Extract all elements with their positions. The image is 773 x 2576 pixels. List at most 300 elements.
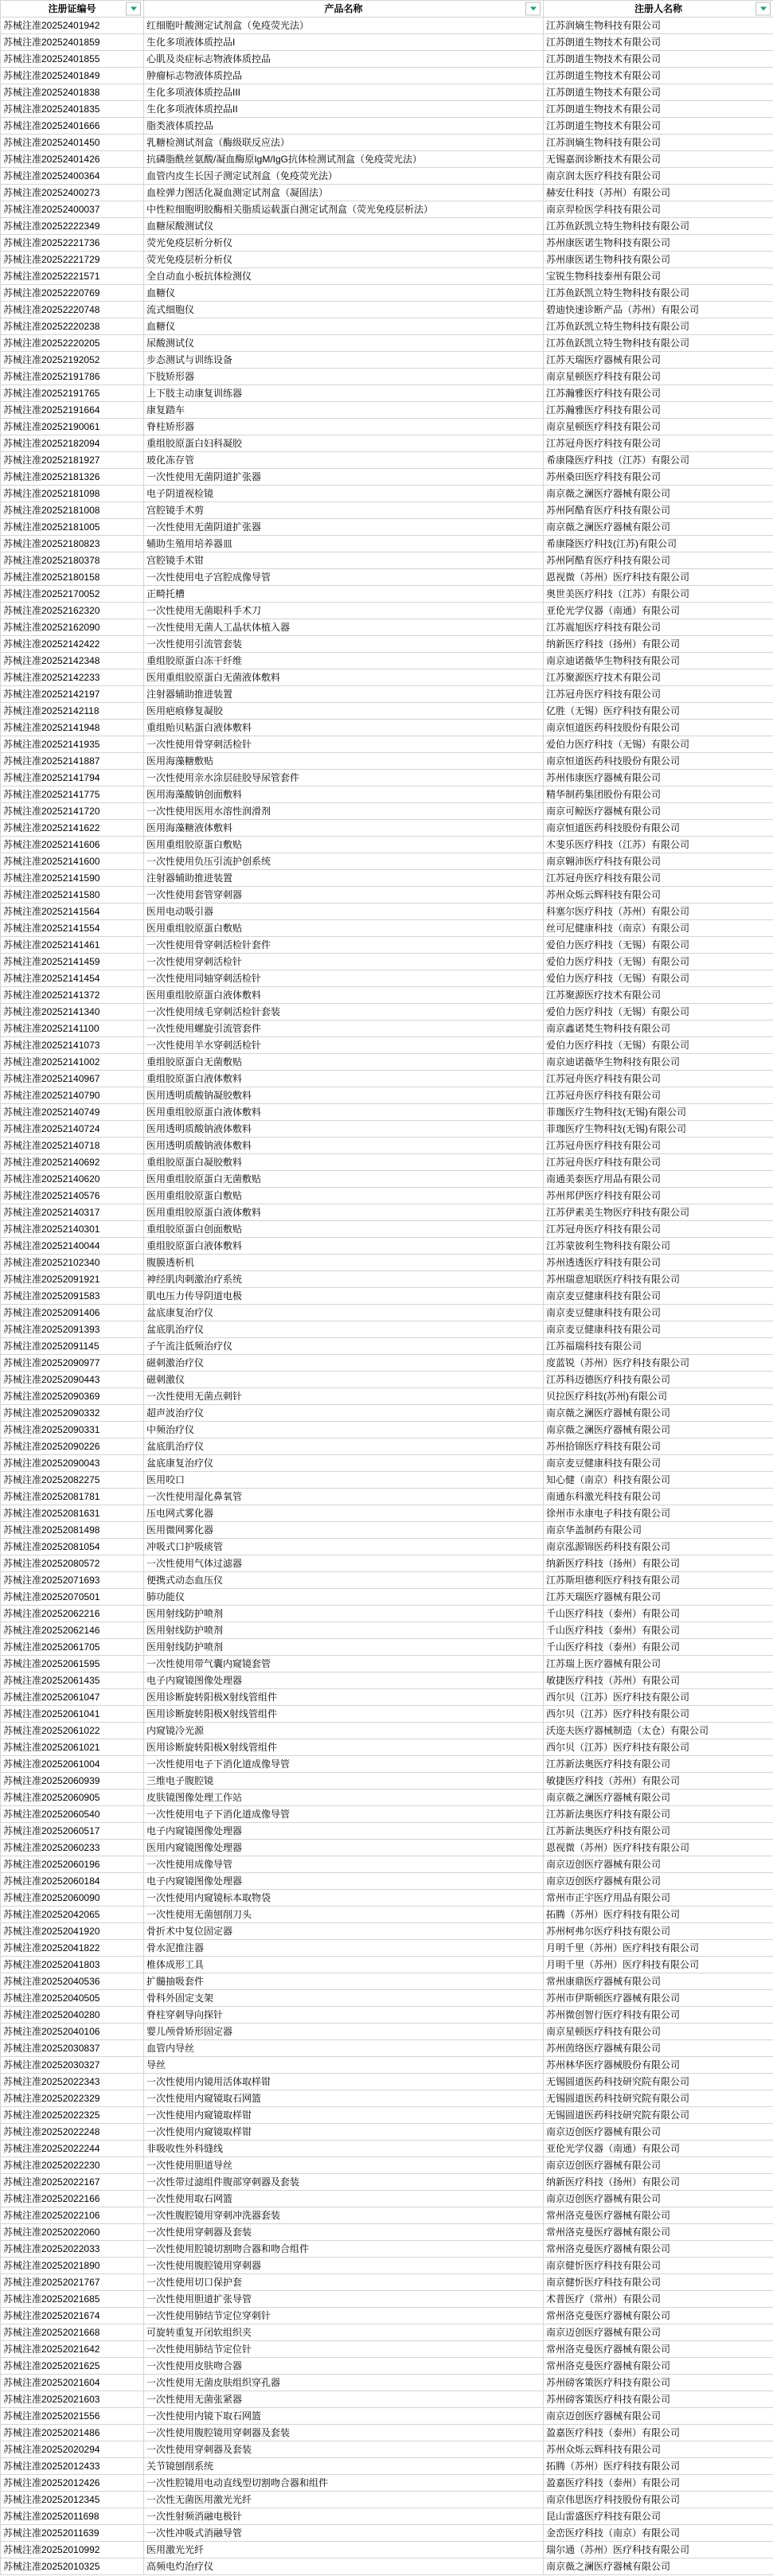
- product-name-cell[interactable]: 玻化冻存管: [144, 452, 544, 469]
- registrant-cell[interactable]: 苏州市伊斯顿医疗器械有限公司: [544, 1990, 773, 2007]
- cert-number-cell[interactable]: 苏械注准20252090977: [1, 1355, 144, 1372]
- product-name-cell[interactable]: 医用海藻酸钠创面敷料: [144, 786, 544, 803]
- registrant-cell[interactable]: 知心健（南京）科技有限公司: [544, 1472, 773, 1489]
- header-product-name[interactable]: [144, 1, 544, 18]
- registrant-cell[interactable]: 常州康鼎医疗器械有限公司: [544, 1973, 773, 1990]
- registrant-cell[interactable]: 千山医疗科技（泰州）有限公司: [544, 1639, 773, 1656]
- cert-number-cell[interactable]: 苏械注准20252140967: [1, 1071, 144, 1087]
- registrant-cell[interactable]: 苏州透透医疗科技有限公司: [544, 1255, 773, 1271]
- registrant-cell[interactable]: 南京迈创医疗器械有限公司: [544, 2191, 773, 2207]
- cert-number-cell[interactable]: 苏械注准20252141622: [1, 820, 144, 837]
- cert-number-cell[interactable]: 苏械注准20252141002: [1, 1054, 144, 1071]
- product-name-cell[interactable]: 重组胶原蛋白无菌敷贴: [144, 1054, 544, 1071]
- product-name-cell[interactable]: 中频治疗仪: [144, 1422, 544, 1438]
- registrant-cell[interactable]: 苏州茵络医疗器械有限公司: [544, 2040, 773, 2057]
- product-name-cell[interactable]: 一次性使用内窥镜取石网篮: [144, 2090, 544, 2107]
- registrant-cell[interactable]: 江苏冠舟医疗科技有限公司: [544, 870, 773, 887]
- registrant-cell[interactable]: 江苏伊素美生物医疗科技有限公司: [544, 1204, 773, 1221]
- registrant-cell[interactable]: 江苏瀚雅医疗科技有限公司: [544, 402, 773, 419]
- registrant-cell[interactable]: 苏州康医诺生物科技有限公司: [544, 235, 773, 252]
- registrant-cell[interactable]: 赫安仕科技（苏州）有限公司: [544, 185, 773, 201]
- cert-number-cell[interactable]: 苏械注准20252061004: [1, 1756, 144, 1773]
- registrant-cell[interactable]: 无锡圆道医药科技研究院有限公司: [544, 2090, 773, 2107]
- cert-number-cell[interactable]: 苏械注准20252140692: [1, 1154, 144, 1171]
- registrant-cell[interactable]: 南京星顿医疗科技有限公司: [544, 2024, 773, 2040]
- product-name-cell[interactable]: 宫腔镜手术剪: [144, 502, 544, 519]
- product-name-cell[interactable]: 一次性使用同轴穿刺活检针: [144, 970, 544, 987]
- cert-number-cell[interactable]: 苏械注准20252400364: [1, 168, 144, 185]
- product-name-cell[interactable]: 一次性使用取石网篮: [144, 2191, 544, 2207]
- product-name-cell[interactable]: 骨水泥推注器: [144, 1940, 544, 1957]
- product-name-cell[interactable]: 医用激光光纤: [144, 2542, 544, 2558]
- cert-number-cell[interactable]: 苏械注准20252021625: [1, 2358, 144, 2375]
- product-name-cell[interactable]: 一次性使用内窥镜取样钳: [144, 2124, 544, 2141]
- product-name-cell[interactable]: 导丝: [144, 2057, 544, 2074]
- registrant-cell[interactable]: 爱伯力医疗科技（无锡）有限公司: [544, 1004, 773, 1021]
- cert-number-cell[interactable]: 苏械注准20252141454: [1, 970, 144, 987]
- registrant-cell[interactable]: 南京麦豆健康科技有限公司: [544, 1455, 773, 1472]
- cert-number-cell[interactable]: 苏械注准20252220748: [1, 302, 144, 318]
- filter-dropdown-button[interactable]: [525, 2, 541, 16]
- product-name-cell[interactable]: 医用海藻糖敷贴: [144, 753, 544, 770]
- cert-number-cell[interactable]: 苏械注准20252061705: [1, 1639, 144, 1656]
- registrant-cell[interactable]: 江苏朗道生物技术有限公司: [544, 84, 773, 101]
- product-name-cell[interactable]: 一次性使用绒毛穿刺活检针套装: [144, 1004, 544, 1021]
- product-name-cell[interactable]: 压电网式雾化器: [144, 1505, 544, 1522]
- product-name-cell[interactable]: 重组贻贝粘蛋白液体敷料: [144, 720, 544, 736]
- registrant-cell[interactable]: 西尔贝（江苏）医疗科技有限公司: [544, 1706, 773, 1723]
- registrant-cell[interactable]: 瑞尔通（苏州）医疗科技有限公司: [544, 2542, 773, 2558]
- product-name-cell[interactable]: 医用咬口: [144, 1472, 544, 1489]
- product-name-cell[interactable]: 一次性使用气体过滤器: [144, 1555, 544, 1572]
- product-name-cell[interactable]: 血管内皮生长因子测定试剂盒（免疫荧光法）: [144, 168, 544, 185]
- product-name-cell[interactable]: 一次性使用穿刺器及套装: [144, 2224, 544, 2241]
- cert-number-cell[interactable]: 苏械注准20252140718: [1, 1138, 144, 1154]
- product-name-cell[interactable]: 医用海藻糖液体敷料: [144, 820, 544, 837]
- product-name-cell[interactable]: 神经肌肉刺激治疗系统: [144, 1271, 544, 1288]
- registrant-cell[interactable]: 菲珈医疗生物科技(无锡)有限公司: [544, 1104, 773, 1121]
- product-name-cell[interactable]: 宫腔镜手术钳: [144, 552, 544, 569]
- product-name-cell[interactable]: 一次性使用肺结节定位穿刺针: [144, 2308, 544, 2324]
- registrant-cell[interactable]: 沃迩夫医疗器械制造（太仓）有限公司: [544, 1723, 773, 1739]
- cert-number-cell[interactable]: 苏械注准20252401426: [1, 151, 144, 168]
- registrant-cell[interactable]: 千山医疗科技（泰州）有限公司: [544, 1622, 773, 1639]
- cert-number-cell[interactable]: 苏械注准20252022033: [1, 2241, 144, 2258]
- cert-number-cell[interactable]: 苏械注准20252401859: [1, 34, 144, 51]
- cert-number-cell[interactable]: 苏械注准20252090443: [1, 1372, 144, 1388]
- product-name-cell[interactable]: 生化多项液体质控品II: [144, 101, 544, 118]
- registrant-cell[interactable]: 盈嘉医疗科技（泰州）有限公司: [544, 2425, 773, 2441]
- product-name-cell[interactable]: 椎体成形工具: [144, 1957, 544, 1973]
- cert-number-cell[interactable]: 苏械注准20252021556: [1, 2408, 144, 2425]
- cert-number-cell[interactable]: 苏械注准20252081054: [1, 1539, 144, 1555]
- registrant-cell[interactable]: 苏州康医诺生物科技有限公司: [544, 252, 773, 268]
- cert-number-cell[interactable]: 苏械注准20252011639: [1, 2525, 144, 2542]
- cert-number-cell[interactable]: 苏械注准20252022106: [1, 2207, 144, 2224]
- cert-number-cell[interactable]: 苏械注准20252140317: [1, 1204, 144, 1221]
- product-name-cell[interactable]: 注射器辅助推进装置: [144, 686, 544, 703]
- registrant-cell[interactable]: 南京迈创医疗器械有限公司: [544, 1856, 773, 1873]
- cert-number-cell[interactable]: 苏械注准20252062146: [1, 1622, 144, 1639]
- cert-number-cell[interactable]: 苏械注准20252090043: [1, 1455, 144, 1472]
- cert-number-cell[interactable]: 苏械注准20252040280: [1, 2007, 144, 2024]
- cert-number-cell[interactable]: 苏械注准20252181098: [1, 486, 144, 502]
- cert-number-cell[interactable]: 苏械注准20252022166: [1, 2191, 144, 2207]
- registrant-cell[interactable]: 江苏朗道生物技术有限公司: [544, 51, 773, 68]
- cert-number-cell[interactable]: 苏械注准20252401835: [1, 101, 144, 118]
- product-name-cell[interactable]: 血糖尿酸测试仪: [144, 218, 544, 235]
- product-name-cell[interactable]: 电子阴道视检镜: [144, 486, 544, 502]
- cert-number-cell[interactable]: 苏械注准20252170052: [1, 586, 144, 603]
- product-name-cell[interactable]: 一次性使用无菌人工晶状体植入器: [144, 619, 544, 636]
- product-name-cell[interactable]: 一次性带过滤组件腹部穿刺器及套装: [144, 2174, 544, 2191]
- product-name-cell[interactable]: 乳糖检测试剂盒（酶级联反应法）: [144, 135, 544, 151]
- cert-number-cell[interactable]: 苏械注准20252222349: [1, 218, 144, 235]
- product-name-cell[interactable]: 一次性无菌医用激光光纤: [144, 2492, 544, 2508]
- registrant-cell[interactable]: 纳新医疗科技（扬州）有限公司: [544, 636, 773, 653]
- product-name-cell[interactable]: 医用透明质酸钠液体敷料: [144, 1138, 544, 1154]
- product-name-cell[interactable]: 一次性使用胆道导丝: [144, 2157, 544, 2174]
- registrant-cell[interactable]: 南京润太医疗科技有限公司: [544, 168, 773, 185]
- cert-number-cell[interactable]: 苏械注准20252401942: [1, 18, 144, 34]
- cert-number-cell[interactable]: 苏械注准20252180378: [1, 552, 144, 569]
- registrant-cell[interactable]: 苏州磅客策医疗科技有限公司: [544, 2391, 773, 2408]
- registrant-cell[interactable]: 敏捷医疗科技（苏州）有限公司: [544, 1773, 773, 1790]
- registrant-cell[interactable]: 无锡嘉润诊断技术有限公司: [544, 151, 773, 168]
- product-name-cell[interactable]: 医用重组胶原蛋白液体敷料: [144, 1204, 544, 1221]
- product-name-cell[interactable]: 一次性使用胆道扩张导管: [144, 2291, 544, 2308]
- registrant-cell[interactable]: 科塞尔医疗科技（苏州）有限公司: [544, 904, 773, 920]
- product-name-cell[interactable]: 骨折术中复位固定器: [144, 1923, 544, 1940]
- registrant-cell[interactable]: 苏州拾锦医疗科技有限公司: [544, 1438, 773, 1455]
- cert-number-cell[interactable]: 苏械注准20252190061: [1, 419, 144, 435]
- product-name-cell[interactable]: 肌电压力传导阴道电极: [144, 1288, 544, 1305]
- cert-number-cell[interactable]: 苏械注准20252040536: [1, 1973, 144, 1990]
- cert-number-cell[interactable]: 苏械注准20252401450: [1, 135, 144, 151]
- registrant-cell[interactable]: 南京薇之澜医疗器械有限公司: [544, 486, 773, 502]
- product-name-cell[interactable]: 一次性使用套管穿刺器: [144, 887, 544, 904]
- product-name-cell[interactable]: 一次性使用内窥镜取样钳: [144, 2107, 544, 2124]
- product-name-cell[interactable]: 一次性使用无菌刨削刀头: [144, 1907, 544, 1923]
- product-name-cell[interactable]: 注射器辅助推进装置: [144, 870, 544, 887]
- registrant-cell[interactable]: 常州洛克曼医疗器械有限公司: [544, 2341, 773, 2358]
- registrant-cell[interactable]: 木斐乐医疗科技（江苏）有限公司: [544, 837, 773, 853]
- registrant-cell[interactable]: 苏州邦伊医疗科技有限公司: [544, 1188, 773, 1204]
- registrant-cell[interactable]: 常州洛克曼医疗器械有限公司: [544, 2358, 773, 2375]
- cert-number-cell[interactable]: 苏械注准20252141775: [1, 786, 144, 803]
- registrant-cell[interactable]: 苏州微创智行医疗科技有限公司: [544, 2007, 773, 2024]
- product-name-cell[interactable]: 一次性使用穿刺器及套装: [144, 2441, 544, 2458]
- product-name-cell[interactable]: 高频电灼治疗仪: [144, 2558, 544, 2575]
- registrant-cell[interactable]: 爱伯力医疗科技（无锡）有限公司: [544, 954, 773, 970]
- cert-number-cell[interactable]: 苏械注准20252400273: [1, 185, 144, 201]
- cert-number-cell[interactable]: 苏械注准20252060939: [1, 1773, 144, 1790]
- registrant-cell[interactable]: 西尔贝（江苏）医疗科技有限公司: [544, 1689, 773, 1706]
- product-name-cell[interactable]: 肿瘤标志物液体质控品: [144, 68, 544, 84]
- registrant-cell[interactable]: 南京薇之澜医疗器械有限公司: [544, 2558, 773, 2575]
- registrant-cell[interactable]: 南京麦豆健康科技有限公司: [544, 1321, 773, 1338]
- registrant-cell[interactable]: 江苏鱼跃凯立特生物科技有限公司: [544, 285, 773, 302]
- registrant-cell[interactable]: 江苏冠舟医疗科技有限公司: [544, 1138, 773, 1154]
- cert-number-cell[interactable]: 苏械注准20252091406: [1, 1305, 144, 1321]
- product-name-cell[interactable]: 一次性使用负压引流护创系统: [144, 853, 544, 870]
- cert-number-cell[interactable]: 苏械注准20252022329: [1, 2090, 144, 2107]
- product-name-cell[interactable]: 一次性使用肺结节定位针: [144, 2341, 544, 2358]
- registrant-cell[interactable]: 常州洛克曼医疗器械有限公司: [544, 2241, 773, 2258]
- registrant-cell[interactable]: 南京迪诺薇华生物科技有限公司: [544, 1054, 773, 1071]
- cert-number-cell[interactable]: 苏械注准20252220238: [1, 318, 144, 335]
- cert-number-cell[interactable]: 苏械注准20252141100: [1, 1021, 144, 1037]
- product-name-cell[interactable]: 一次性使用亲水涂层硅胶导尿管套件: [144, 770, 544, 786]
- product-name-cell[interactable]: 一次性使用骨穿刺活检针: [144, 736, 544, 753]
- cert-number-cell[interactable]: 苏械注准20252140749: [1, 1104, 144, 1121]
- cert-number-cell[interactable]: 苏械注准20252081498: [1, 1522, 144, 1539]
- product-name-cell[interactable]: 一次性腹腔镜用穿刺冲洗器套装: [144, 2207, 544, 2224]
- product-name-cell[interactable]: 一次性使用内窥镜标本取物袋: [144, 1890, 544, 1907]
- cert-number-cell[interactable]: 苏械注准20252071693: [1, 1572, 144, 1589]
- product-name-cell[interactable]: 医用重组胶原蛋白敷贴: [144, 920, 544, 937]
- product-name-cell[interactable]: 血管内导丝: [144, 2040, 544, 2057]
- cert-number-cell[interactable]: 苏械注准20252061022: [1, 1723, 144, 1739]
- cert-number-cell[interactable]: 苏械注准20252080572: [1, 1555, 144, 1572]
- product-name-cell[interactable]: 医用诊断旋转阳极X射线管组件: [144, 1706, 544, 1723]
- cert-number-cell[interactable]: 苏械注准20252401666: [1, 118, 144, 135]
- cert-number-cell[interactable]: 苏械注准20252182094: [1, 435, 144, 452]
- registrant-cell[interactable]: 南京薇之澜医疗器械有限公司: [544, 1405, 773, 1422]
- cert-number-cell[interactable]: 苏械注准20252030837: [1, 2040, 144, 2057]
- cert-number-cell[interactable]: 苏械注准20252020294: [1, 2441, 144, 2458]
- cert-number-cell[interactable]: 苏械注准20252060196: [1, 1856, 144, 1873]
- product-name-cell[interactable]: 医用射线防护喷剂: [144, 1606, 544, 1622]
- product-name-cell[interactable]: 一次性使用羊水穿刺活检针: [144, 1037, 544, 1054]
- registrant-cell[interactable]: 西尔贝（江苏）医疗科技有限公司: [544, 1739, 773, 1756]
- registrant-cell[interactable]: 江苏瑞上医疗器械有限公司: [544, 1656, 773, 1672]
- cert-number-cell[interactable]: 苏械注准20252220769: [1, 285, 144, 302]
- registrant-cell[interactable]: 敏捷医疗科技（苏州）有限公司: [544, 1672, 773, 1689]
- product-name-cell[interactable]: 脂类液体质控品: [144, 118, 544, 135]
- product-name-cell[interactable]: 一次性使用穿刺活检针: [144, 954, 544, 970]
- cert-number-cell[interactable]: 苏械注准20252011698: [1, 2508, 144, 2525]
- cert-number-cell[interactable]: 苏械注准20252061047: [1, 1689, 144, 1706]
- product-name-cell[interactable]: 皮肤镜图像处理工作站: [144, 1790, 544, 1806]
- product-name-cell[interactable]: 电子内窥镜图像处理器: [144, 1873, 544, 1890]
- product-name-cell[interactable]: 医用诊断旋转阳极X射线管组件: [144, 1689, 544, 1706]
- registrant-cell[interactable]: 南京可鲸医疗器械有限公司: [544, 803, 773, 820]
- cert-number-cell[interactable]: 苏械注准20252022060: [1, 2224, 144, 2241]
- product-name-cell[interactable]: 便携式动态血压仪: [144, 1572, 544, 1589]
- product-name-cell[interactable]: 辅助生殖用培养器皿: [144, 536, 544, 552]
- product-name-cell[interactable]: 一次性使用电子下消化道成像导管: [144, 1806, 544, 1823]
- cert-number-cell[interactable]: 苏械注准20252022167: [1, 2174, 144, 2191]
- filter-dropdown-button[interactable]: [126, 2, 141, 16]
- cert-number-cell[interactable]: 苏械注准20252090331: [1, 1422, 144, 1438]
- registrant-cell[interactable]: 南京薇之澜医疗器械有限公司: [544, 1790, 773, 1806]
- product-name-cell[interactable]: 心肌及炎症标志物液体质控品: [144, 51, 544, 68]
- product-name-cell[interactable]: 流式细胞仪: [144, 302, 544, 318]
- cert-number-cell[interactable]: 苏械注准20252060090: [1, 1890, 144, 1907]
- cert-number-cell[interactable]: 苏械注准20252181927: [1, 452, 144, 469]
- registrant-cell[interactable]: 南京薇之澜医疗器械有限公司: [544, 1422, 773, 1438]
- product-name-cell[interactable]: 关节镜刨削系统: [144, 2458, 544, 2475]
- product-name-cell[interactable]: 红细胞叶酸测定试剂盒（免疫荧光法）: [144, 18, 544, 34]
- cert-number-cell[interactable]: 苏械注准20252221571: [1, 268, 144, 285]
- cert-number-cell[interactable]: 苏械注准20252221729: [1, 252, 144, 268]
- cert-number-cell[interactable]: 苏械注准20252142197: [1, 686, 144, 703]
- product-name-cell[interactable]: 医用内窥镜图像处理器: [144, 1840, 544, 1856]
- product-name-cell[interactable]: 抗磷脂酰丝氨酸/凝血酶原IgM/IgG抗体检测试剂盒（免疫荧光法）: [144, 151, 544, 168]
- cert-number-cell[interactable]: 苏械注准20252191664: [1, 402, 144, 419]
- registrant-cell[interactable]: 江苏新法奥医疗科技有限公司: [544, 1806, 773, 1823]
- cert-number-cell[interactable]: 苏械注准20252062216: [1, 1606, 144, 1622]
- product-name-cell[interactable]: 医用射线防护喷剂: [144, 1639, 544, 1656]
- cert-number-cell[interactable]: 苏械注准20252180823: [1, 536, 144, 552]
- product-name-cell[interactable]: 血糖仪: [144, 318, 544, 335]
- product-name-cell[interactable]: 一次性冲吸式消融导管: [144, 2525, 544, 2542]
- cert-number-cell[interactable]: 苏械注准20252040106: [1, 2024, 144, 2040]
- cert-number-cell[interactable]: 苏械注准20252061435: [1, 1672, 144, 1689]
- product-name-cell[interactable]: 一次性使用腔镜切割吻合器和吻合组件: [144, 2241, 544, 2258]
- product-name-cell[interactable]: 医用射线防护喷剂: [144, 1622, 544, 1639]
- registrant-cell[interactable]: 苏州柯弗尔医疗科技有限公司: [544, 1923, 773, 1940]
- registrant-cell[interactable]: 江苏聚源医疗技术有限公司: [544, 669, 773, 686]
- registrant-cell[interactable]: 爱伯力医疗科技（无锡）有限公司: [544, 937, 773, 954]
- cert-number-cell[interactable]: 苏械注准20252060184: [1, 1873, 144, 1890]
- cert-number-cell[interactable]: 苏械注准20252021642: [1, 2341, 144, 2358]
- product-name-cell[interactable]: 子午流注低频治疗仪: [144, 1338, 544, 1355]
- product-name-cell[interactable]: 婴儿颅骨矫形固定器: [144, 2024, 544, 2040]
- registrant-cell[interactable]: 江苏朗道生物技术有限公司: [544, 101, 773, 118]
- cert-number-cell[interactable]: 苏械注准20252141459: [1, 954, 144, 970]
- product-name-cell[interactable]: 医用透明质酸钠液体敷料: [144, 1121, 544, 1138]
- product-name-cell[interactable]: 一次性使用无菌阴道扩张器: [144, 519, 544, 536]
- registrant-cell[interactable]: 江苏震旭医疗科技有限公司: [544, 619, 773, 636]
- product-name-cell[interactable]: 一次性使用腹腔镜用穿刺器: [144, 2258, 544, 2274]
- registrant-cell[interactable]: 亿胜（无锡）医疗科技有限公司: [544, 703, 773, 720]
- product-name-cell[interactable]: 一次性使用医用水溶性润滑剂: [144, 803, 544, 820]
- registrant-cell[interactable]: 江苏蒙彼利生物科技有限公司: [544, 1238, 773, 1255]
- cert-number-cell[interactable]: 苏械注准20252142348: [1, 653, 144, 669]
- product-name-cell[interactable]: 磁刺激仪: [144, 1372, 544, 1388]
- product-name-cell[interactable]: 一次性使用切口保护套: [144, 2274, 544, 2291]
- registrant-cell[interactable]: 纳新医疗科技（扬州）有限公司: [544, 1555, 773, 1572]
- product-name-cell[interactable]: 下肢矫形器: [144, 369, 544, 385]
- product-name-cell[interactable]: 一次性使用无菌点刺针: [144, 1388, 544, 1405]
- registrant-cell[interactable]: 盈嘉医疗科技（泰州）有限公司: [544, 2475, 773, 2492]
- cert-number-cell[interactable]: 苏械注准20252400037: [1, 201, 144, 218]
- registrant-cell[interactable]: 度蓝锐（苏州）医疗科技有限公司: [544, 1355, 773, 1372]
- cert-number-cell[interactable]: 苏械注准20252141372: [1, 987, 144, 1004]
- product-name-cell[interactable]: 冲吸式口护吸痰管: [144, 1539, 544, 1555]
- registrant-cell[interactable]: 江苏朗道生物技术有限公司: [544, 118, 773, 135]
- product-name-cell[interactable]: 医用疤痕修复凝胶: [144, 703, 544, 720]
- header-registrant[interactable]: [544, 1, 773, 18]
- product-name-cell[interactable]: 重组胶原蛋白凝胶敷料: [144, 1154, 544, 1171]
- product-name-cell[interactable]: 脊柱矫形器: [144, 419, 544, 435]
- product-name-cell[interactable]: 一次性使用无菌皮肤组织穿孔器: [144, 2375, 544, 2391]
- product-name-cell[interactable]: 医用透明质酸钠凝胶敷料: [144, 1087, 544, 1104]
- cert-number-cell[interactable]: 苏械注准20252090332: [1, 1405, 144, 1422]
- product-name-cell[interactable]: 上下肢主动康复训练器: [144, 385, 544, 402]
- registrant-cell[interactable]: 无锡圆道医药科技研究院有限公司: [544, 2107, 773, 2124]
- cert-number-cell[interactable]: 苏械注准20252060233: [1, 1840, 144, 1856]
- registrant-cell[interactable]: 精华制药集团股份有限公司: [544, 786, 773, 803]
- registrant-cell[interactable]: 贝拉医疗科技(苏州)有限公司: [544, 1388, 773, 1405]
- product-name-cell[interactable]: 磁刺激治疗仪: [144, 1355, 544, 1372]
- registrant-cell[interactable]: 常州市正宇医疗用品有限公司: [544, 1890, 773, 1907]
- cert-number-cell[interactable]: 苏械注准20252141073: [1, 1037, 144, 1054]
- cert-number-cell[interactable]: 苏械注准20252010325: [1, 2558, 144, 2575]
- registrant-cell[interactable]: 江苏福瑞科技有限公司: [544, 1338, 773, 1355]
- cert-number-cell[interactable]: 苏械注准20252022248: [1, 2124, 144, 2141]
- registrant-cell[interactable]: 苏州林华医疗器械股份有限公司: [544, 2057, 773, 2074]
- product-name-cell[interactable]: 脊柱穿刺导向探针: [144, 2007, 544, 2024]
- product-name-cell[interactable]: 医用重组胶原蛋白液体敷料: [144, 987, 544, 1004]
- product-name-cell[interactable]: 一次性射频消融电极针: [144, 2508, 544, 2525]
- cert-number-cell[interactable]: 苏械注准20252140790: [1, 1087, 144, 1104]
- cert-number-cell[interactable]: 苏械注准20252022325: [1, 2107, 144, 2124]
- cert-number-cell[interactable]: 苏械注准20252142118: [1, 703, 144, 720]
- product-name-cell[interactable]: 医用重组胶原蛋白敷贴: [144, 837, 544, 853]
- registrant-cell[interactable]: 千山医疗科技（泰州）有限公司: [544, 1606, 773, 1622]
- product-name-cell[interactable]: 中性粒细胞明胶酶相关脂质运载蛋白测定试剂盒（荧光免疫层析法）: [144, 201, 544, 218]
- cert-number-cell[interactable]: 苏械注准20252401849: [1, 68, 144, 84]
- product-name-cell[interactable]: 医用诊断旋转阳极X射线管组件: [144, 1739, 544, 1756]
- product-name-cell[interactable]: 医用重组胶原蛋白液体敷料: [144, 1104, 544, 1121]
- cert-number-cell[interactable]: 苏械注准20252061021: [1, 1739, 144, 1756]
- product-name-cell[interactable]: 一次性使用湿化鼻氧管: [144, 1489, 544, 1505]
- registrant-cell[interactable]: 苏州众烁云辉科技有限公司: [544, 2441, 773, 2458]
- cert-number-cell[interactable]: 苏械注准20252022343: [1, 2074, 144, 2090]
- cert-number-cell[interactable]: 苏械注准20252141948: [1, 720, 144, 736]
- registrant-cell[interactable]: 南京迈创医疗器械有限公司: [544, 2157, 773, 2174]
- product-name-cell[interactable]: 尿酸测试仪: [144, 335, 544, 352]
- registrant-cell[interactable]: 徐州市永康电子科技有限公司: [544, 1505, 773, 1522]
- header-cert-number[interactable]: [1, 1, 144, 18]
- cert-number-cell[interactable]: 苏械注准20252091583: [1, 1288, 144, 1305]
- product-name-cell[interactable]: 重组胶原蛋白冻干纤维: [144, 653, 544, 669]
- registrant-cell[interactable]: 术普医疗（常州）有限公司: [544, 2291, 773, 2308]
- product-name-cell[interactable]: 电子内窥镜图像处理器: [144, 1672, 544, 1689]
- cert-number-cell[interactable]: 苏械注准20252021603: [1, 2391, 144, 2408]
- registrant-cell[interactable]: 江苏鱼跃凯立特生物科技有限公司: [544, 335, 773, 352]
- product-name-cell[interactable]: 盆底康复治疗仪: [144, 1305, 544, 1321]
- product-name-cell[interactable]: 一次性使用骨穿刺活检针套件: [144, 937, 544, 954]
- cert-number-cell[interactable]: 苏械注准20252140620: [1, 1171, 144, 1188]
- product-name-cell[interactable]: 步态测试与训练设备: [144, 352, 544, 369]
- registrant-cell[interactable]: 南京翱沛医疗科技有限公司: [544, 853, 773, 870]
- product-name-cell[interactable]: 一次性使用内镜下取石网篮: [144, 2408, 544, 2425]
- product-name-cell[interactable]: 一次性使用内镜用活体取样钳: [144, 2074, 544, 2090]
- cert-number-cell[interactable]: 苏械注准20252401855: [1, 51, 144, 68]
- registrant-cell[interactable]: 希康隆医疗科技(江苏)有限公司: [544, 536, 773, 552]
- registrant-cell[interactable]: 南京华盖制药有限公司: [544, 1522, 773, 1539]
- cert-number-cell[interactable]: 苏械注准20252141887: [1, 753, 144, 770]
- registrant-cell[interactable]: 江苏冠舟医疗科技有限公司: [544, 1154, 773, 1171]
- product-name-cell[interactable]: 一次性使用成像导管: [144, 1856, 544, 1873]
- registrant-cell[interactable]: 宝锐生物科技泰州有限公司: [544, 268, 773, 285]
- cert-number-cell[interactable]: 苏械注准20252102340: [1, 1255, 144, 1271]
- cert-number-cell[interactable]: 苏械注准20252021604: [1, 2375, 144, 2391]
- registrant-cell[interactable]: 江苏瀚雅医疗科技有限公司: [544, 385, 773, 402]
- registrant-cell[interactable]: 金峦医疗科技（南京）有限公司: [544, 2525, 773, 2542]
- registrant-cell[interactable]: 南京迈创医疗器械有限公司: [544, 2324, 773, 2341]
- registrant-cell[interactable]: 月明千里（苏州）医疗科技有限公司: [544, 1957, 773, 1973]
- registrant-cell[interactable]: 南京迈创医疗器械有限公司: [544, 2124, 773, 2141]
- product-name-cell[interactable]: 一次性使用引流管套装: [144, 636, 544, 653]
- registrant-cell[interactable]: 江苏天瑞医疗器械有限公司: [544, 352, 773, 369]
- cert-number-cell[interactable]: 苏械注准20252401838: [1, 84, 144, 101]
- cert-number-cell[interactable]: 苏械注准20252141935: [1, 736, 144, 753]
